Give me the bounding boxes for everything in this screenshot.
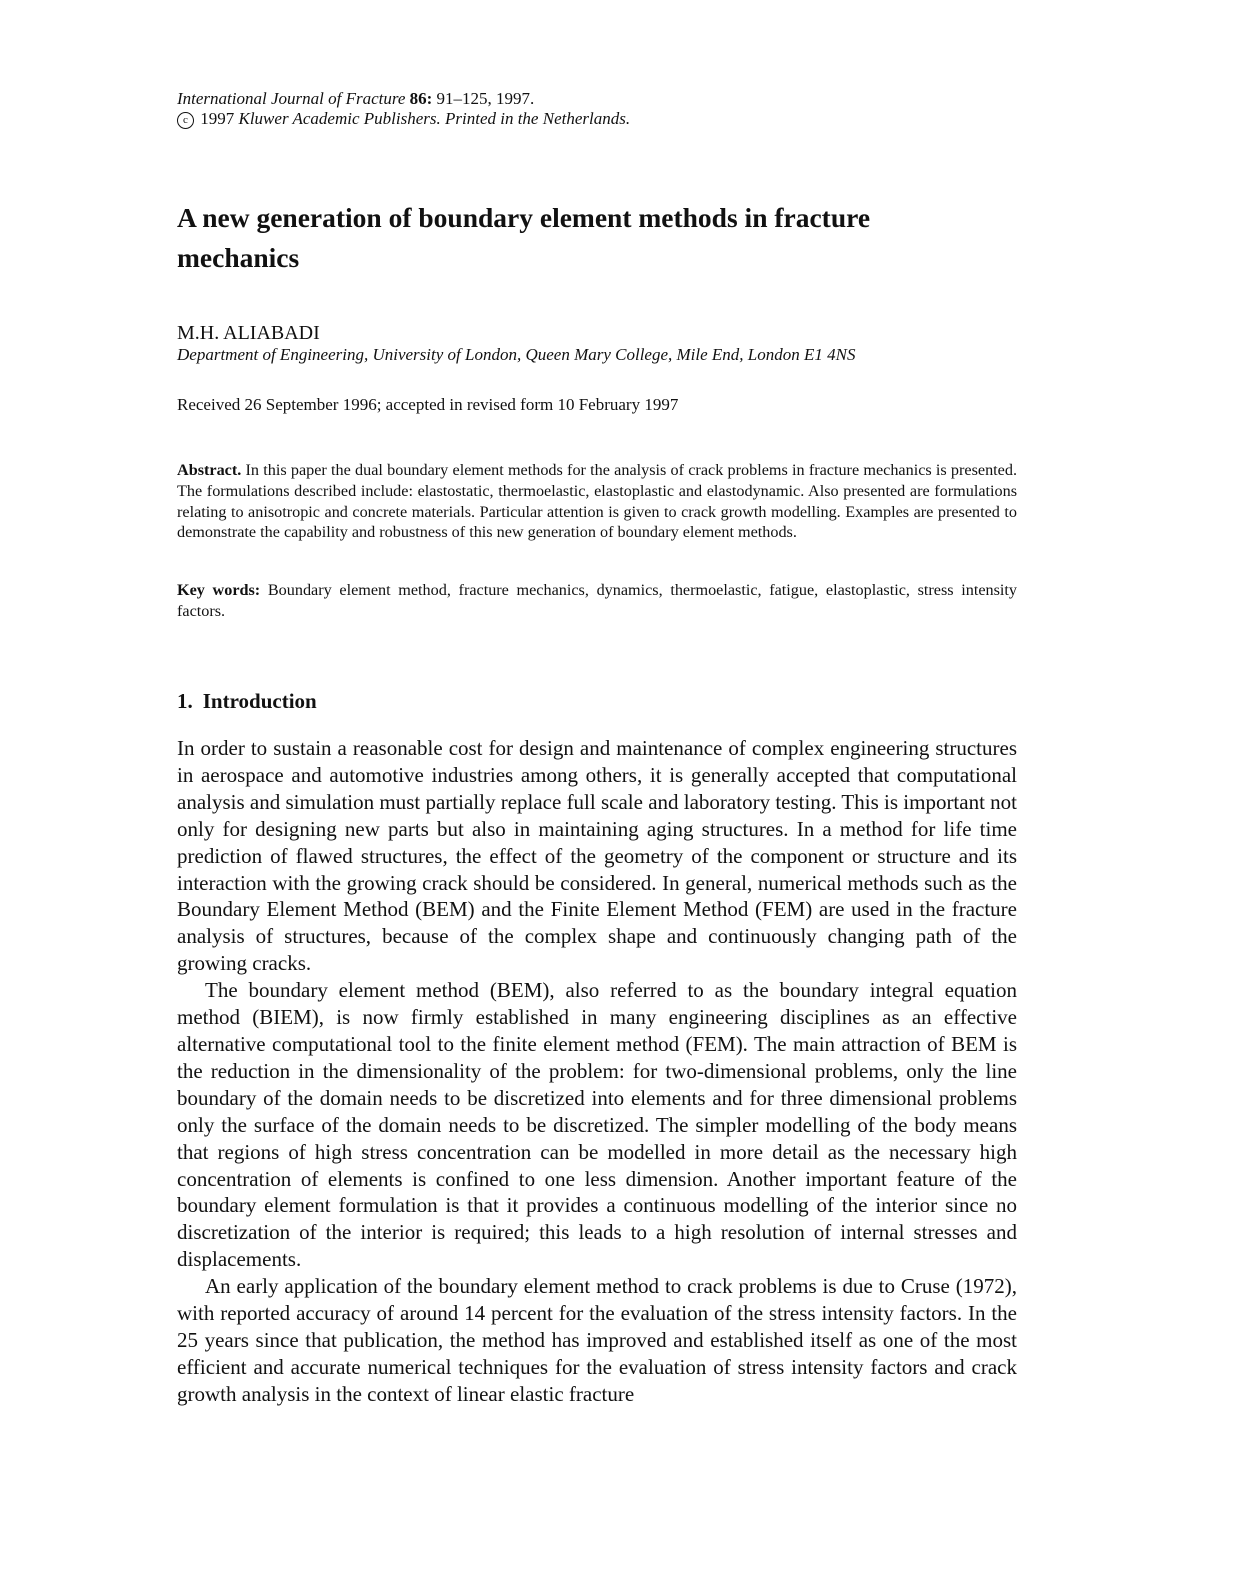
section-heading — [177, 688, 317, 714]
copyright-icon: c — [177, 112, 194, 129]
journal-citation — [177, 89, 534, 109]
keywords-label: Key words: — [177, 581, 261, 599]
received-dates: Received 26 September 1996; accepted in revised form 10 February 1997 — [177, 395, 679, 414]
copyright-year: 1997 — [200, 109, 235, 128]
abstract-text: In this paper the dual boundary element methods for the analysis of crack problems in fracture mechanics is presented. The formulations described include: elastostatic, thermoelastic, elastoplastic and elastodynamic. Also presented are formulations relating to anisotropic and concrete materials. Particular attention is given to crack growth modelling. Examples are presented to demonstrate the capability and robustness of this new generation of boundary element methods. — [177, 461, 1017, 542]
paper-title: A new generation of boundary element methods in fracture mechanics — [177, 202, 871, 273]
body-paragraph: In order to sustain a reasonable cost for design and maintenance of complex engineering structures in aerospace and automotive industries among others, it is generally accepted that computational analysis and simulation must partially replace full scale and laboratory testing. This is important not only for designing new parts but also in maintaining aging structures. In a method for life time prediction of flawed structures, the effect of the geometry of the component or structure and its interaction with the growing crack should be considered. In general, numerical methods such as the Boundary Element Method (BEM) and the Finite Element Method (FEM) are used in the fracture analysis of structures, because of the complex shape and continuously changing path of the growing cracks. — [177, 736, 1018, 976]
abstract — [177, 460, 1017, 543]
section-number: 1. — [177, 689, 193, 713]
journal-volume: 86: — [409, 89, 433, 108]
abstract-label: Abstract. — [177, 461, 242, 479]
author-name: M.H. ALIABADI — [177, 322, 320, 344]
publisher-text: Kluwer Academic Publishers. Printed in the Netherlands. — [238, 109, 631, 128]
keywords — [177, 580, 1017, 622]
author-affiliation: Department of Engineering, University of London, Queen Mary College, Mile End, London E1 4NS — [177, 345, 856, 364]
body-paragraph: An early application of the boundary element method to crack problems is due to Cruse (1972), with reported accuracy of around 14 percent for the evaluation of the stress intensity factors. In the 25 years since that publication, the method has improved and established itself as one of the most efficient and accurate numerical techniques for the evaluation of stress intensity factors and crack growth analysis in the context of linear elastic fracture — [177, 1274, 1017, 1406]
journal-pages-year: 91–125, 1997. — [436, 89, 535, 108]
journal-name: International Journal of Fracture — [177, 89, 406, 108]
section-title: Introduction — [202, 689, 317, 713]
body-paragraph: The boundary element method (BEM), also referred to as the boundary integral equation method (BIEM), is now firmly established in many engineering disciplines as an effective alternative computational tool to the finite element method (FEM). The main attraction of BEM is the reduction in the dimensionality of the problem: for two-dimensional problems, only the line boundary of the domain needs to be discretized into elements and for three dimensional problems only the surface of the domain needs to be discretized. The simpler modelling of the body means that regions of high stress concentration can be modelled in more detail as the necessary high concentration of elements is confined to one less dimension. Another important feature of the boundary element formulation is that it provides a continuous modelling of the interior since no discretization of the interior is required; this leads to a high resolution of internal stresses and displacements. — [177, 978, 1017, 1272]
keywords-text: Boundary element method, fracture mechanics, dynamics, thermoelastic, fatigue, elastoplastic, stress intensity factors. — [177, 581, 1018, 620]
copyright-line — [177, 109, 630, 129]
body-text — [177, 735, 1017, 1408]
